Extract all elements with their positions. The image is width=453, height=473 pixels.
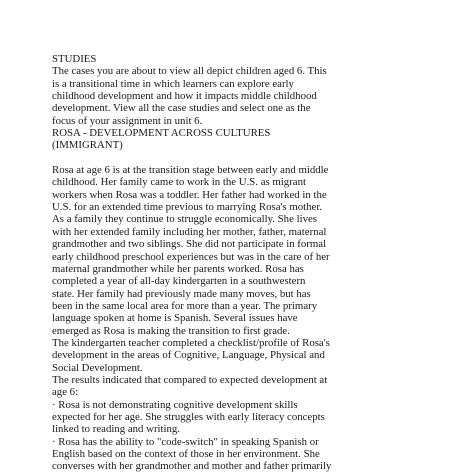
- bullet-line: expected for her age. She struggles with early literacy concepts: [52, 410, 325, 423]
- case-body-line: age 6:: [52, 386, 79, 399]
- bullet-line: · Rosa has the ability to "code-switch" in speaking Spanish or: [52, 435, 319, 448]
- case-title: ROSA - DEVELOPMENT ACROSS CULTURES: [52, 127, 271, 140]
- intro-line: development. View all the case studies and select one as the: [52, 102, 311, 115]
- case-body-line: Rosa at age 6 is at the transition stage between early and middle: [52, 164, 329, 177]
- bullet-line: converses with her grandmother and mother and father primarily: [52, 460, 332, 473]
- case-body-line: been in the same local area for more than a year. The primary: [52, 299, 318, 312]
- case-body-line: state. Her family had previously made many moves, but has: [52, 287, 311, 300]
- case-body-line: grandmother and two siblings. She did not participate in formal: [52, 238, 327, 251]
- case-body-line: emerged as Rosa is making the transition to first grade.: [52, 324, 290, 337]
- case-body-line: development in the areas of Cognitive, Language, Physical and: [52, 349, 325, 362]
- bullet-line: English based on the context of those in her environment. She: [52, 448, 320, 460]
- case-body-line: completed a year of all-day kindergarten in a southwestern: [52, 275, 306, 288]
- case-body-line: The results indicated that compared to expected development at: [52, 373, 328, 386]
- bullet-line: linked to reading and writing.: [52, 423, 181, 436]
- case-body-line: early childhood preschool experiences but was in the care of her: [52, 250, 330, 263]
- case-subtitle: (IMMIGRANT): [52, 139, 123, 152]
- case-body-line: maternal grandmother while her parents worked. Rosa has: [52, 262, 304, 275]
- case-body-line: The kindergarten teacher completed a checklist/profile of Rosa's: [52, 336, 330, 349]
- paragraph-gap: [52, 152, 444, 164]
- case-body-line: As a family they continue to struggle economically. She lives: [52, 213, 317, 226]
- intro-line: focus of your assignment in unit 6.: [52, 114, 203, 127]
- case-body-line: with her extended family including her mother, father, maternal: [52, 225, 327, 238]
- intro-line: is a transitional time in which learners can explore early: [52, 77, 294, 90]
- case-body-line: U.S. for an extended time previous to marrying Rosa's mother.: [52, 201, 323, 214]
- intro-line: childhood development and how it impacts middle childhood: [52, 90, 317, 103]
- intro-line: The cases you are about to view all depict children aged 6. This: [52, 65, 327, 78]
- bullet-line: · Rosa is not demonstrating cognitive development skills: [52, 398, 298, 411]
- document-text: [52, 53, 444, 473]
- case-body-line: language spoken at home is Spanish. Several issues have: [52, 312, 298, 325]
- case-body-line: childhood. Her family came to work in the U.S. as migrant: [52, 176, 306, 189]
- heading-studies: STUDIES: [52, 53, 97, 65]
- case-body-line: Social Development.: [52, 361, 143, 374]
- case-body-line: workers when Rosa was a toddler. Her father had worked in the: [52, 188, 327, 201]
